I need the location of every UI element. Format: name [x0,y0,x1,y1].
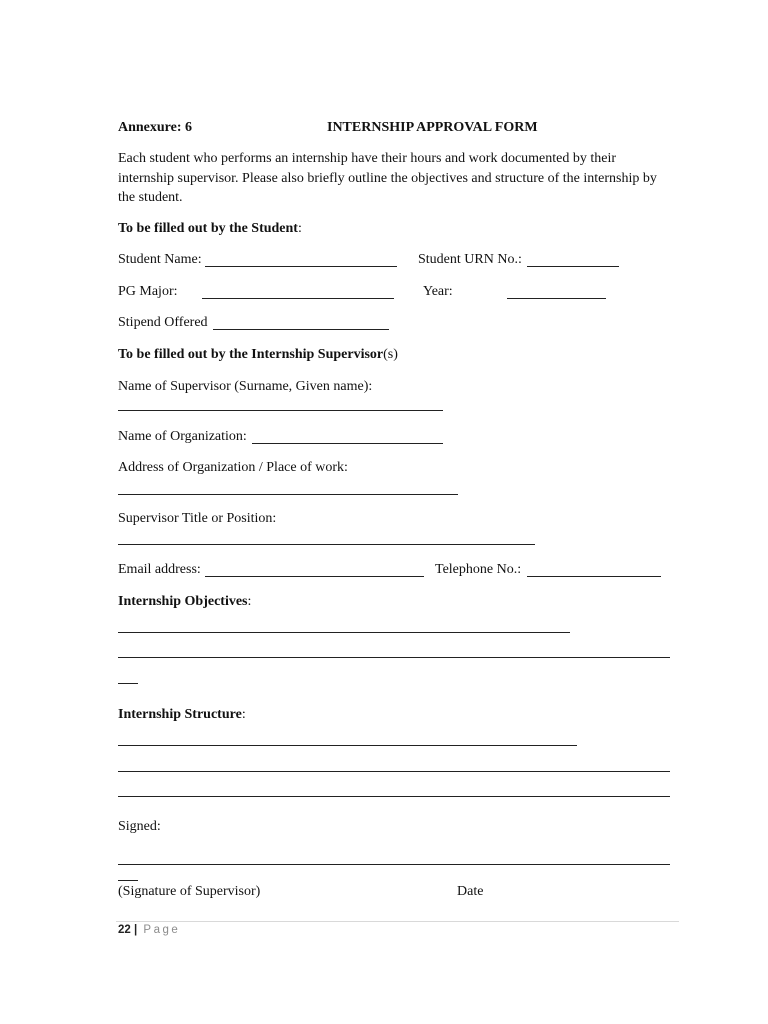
page-footer [118,924,180,936]
supervisor-section-heading [118,346,398,364]
organization-label: Name of Organization: [118,429,247,444]
structure-line-1[interactable] [118,745,577,746]
student-section-heading-suffix: : [297,221,302,236]
year-field[interactable] [507,298,606,299]
annexure-label: Annexure: 6 [118,120,193,135]
supervisor-title-label: Supervisor Title or Position: [118,511,277,526]
address-label: Address of Organization / Place of work: [118,460,348,475]
page-number: 22 [118,924,131,936]
student-urn-label: Student URN No.: [418,252,522,267]
pg-major-field[interactable] [202,298,394,299]
supervisor-title-field[interactable] [118,544,535,545]
supervisor-section-heading-text: To be filled out by the Internship Supervisor [118,347,384,362]
address-field[interactable] [118,494,458,495]
telephone-field[interactable] [527,576,661,577]
structure-line-3[interactable] [118,796,670,797]
structure-heading [118,706,246,724]
student-name-field[interactable] [205,266,397,267]
objectives-heading-text: Internship Objectives [118,594,248,609]
supervisor-name-label: Name of Supervisor (Surname, Given name): [118,379,373,394]
footer-divider [116,921,679,922]
structure-line-2[interactable] [118,771,670,772]
objectives-heading [118,593,251,611]
email-label: Email address: [118,562,201,577]
student-section-heading-text: To be filled out by the Student [118,221,298,236]
supervisor-section-heading-suffix: (s) [383,347,398,362]
objectives-heading-suffix: : [247,594,252,609]
pg-major-label: PG Major: [118,284,178,299]
signature-line-tail [118,880,138,881]
student-urn-field[interactable] [527,266,619,267]
student-name-label: Student Name: [118,252,202,267]
telephone-label: Telephone No.: [435,562,522,577]
objectives-line-1[interactable] [118,632,570,633]
organization-field[interactable] [252,443,443,444]
signature-of-supervisor-label: (Signature of Supervisor) [118,884,261,899]
stipend-label: Stipend Offered [118,315,208,330]
supervisor-name-field[interactable] [118,410,443,411]
page-separator: | [134,924,138,936]
structure-heading-suffix: : [241,707,246,722]
page-word: Page [143,924,181,936]
signature-line[interactable] [118,864,670,865]
year-label: Year: [423,284,453,299]
date-label: Date [457,884,484,899]
student-section-heading [118,220,302,238]
intro-paragraph: Each student who performs an internship have their hours and work documented by their internship supervisor. Please also briefly outline the objectives and structure of the internship by the student. [118,151,657,205]
form-title: INTERNSHIP APPROVAL FORM [327,120,538,135]
objectives-line-3[interactable] [118,683,138,684]
objectives-line-2[interactable] [118,657,670,658]
stipend-field[interactable] [213,329,389,330]
signed-label: Signed: [118,819,161,834]
structure-heading-text: Internship Structure [118,707,242,722]
email-field[interactable] [205,576,424,577]
